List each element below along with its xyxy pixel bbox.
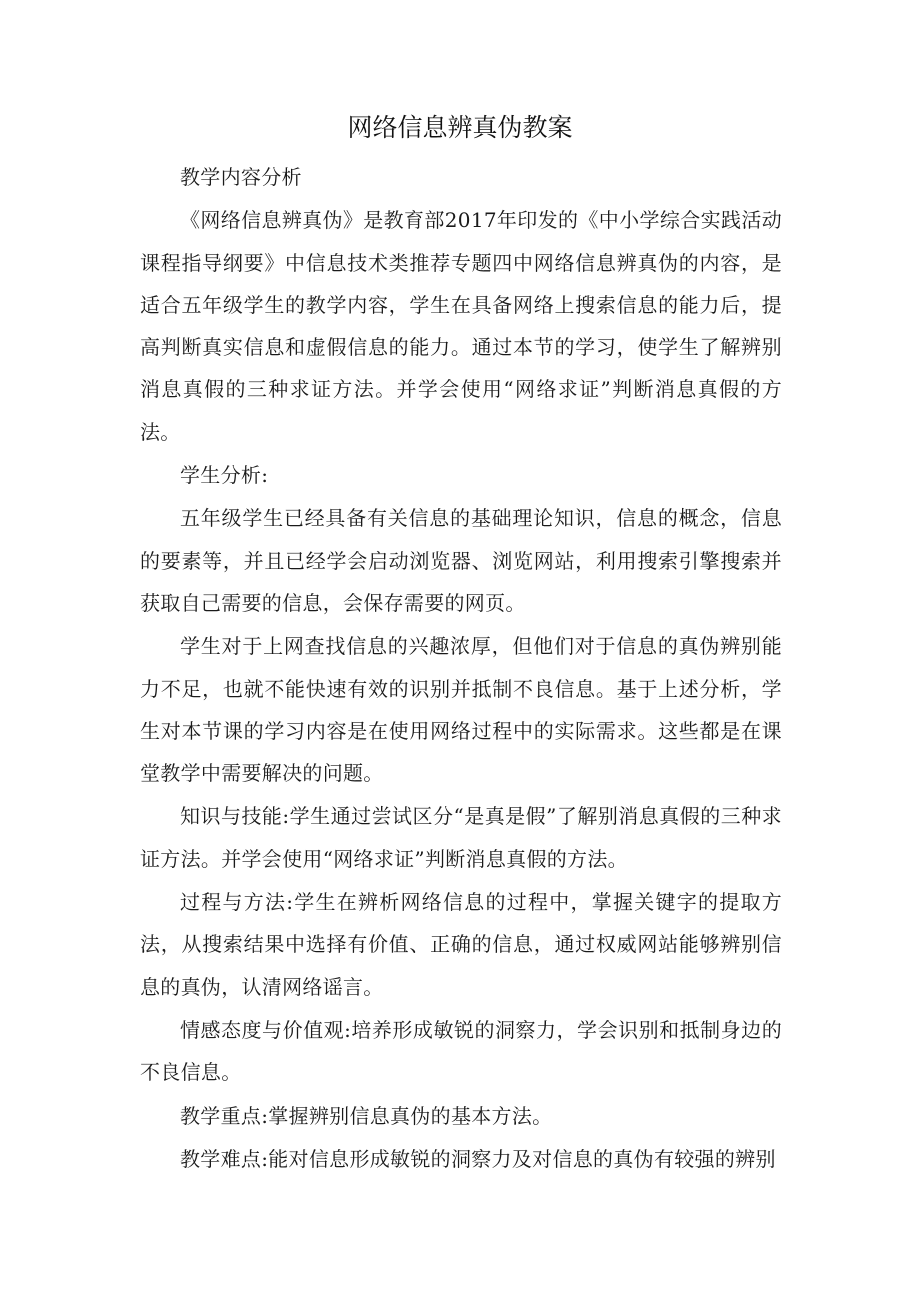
paragraph-knowledge-skills: 知识与技能:学生通过尝试区分“是真是假”了解别消息真假的三种求证方法。并学会使用“网络求证”判断消息真假的方法。 [140,804,782,871]
paragraph-process-methods: 过程与方法:学生在辨析网络信息的过程中，掌握关键字的提取方法，从搜索结果中选择有价值、正确的信息，通过权威网站能够辨别信息的真伪，认清网络谣言。 [140,890,782,999]
section-heading-student-analysis: 学生分析: [180,463,269,488]
paragraph-emotion-values: 情感态度与价值观:培养形成敏锐的洞察力，学会识别和抵制身边的不良信息。 [140,1017,782,1085]
paragraph-student-knowledge: 五年级学生已经具备有关信息的基础理论知识，信息的概念，信息的要素等，并且已经学会启动浏览器、浏览网站，利用搜索引擎搜索并获取自己需要的信息，会保存需要的网页。 [140,506,782,615]
paragraph-teaching-focus: 教学重点:掌握辨别信息真伪的基本方法。 [180,1103,553,1128]
paragraph-content-analysis: 《网络信息辨真伪》是教育部2017年印发的《中小学综合实践活动课程指导纲要》中信息技术类推荐专题四中网络信息辨真伪的内容，是适合五年级学生的教学内容，学生在具备网络上搜索信息的能力后，提高判断真实信息和虚假信息的能力。通过本节的学习，使学生了解辨别消息真假的三种求证方法。并学会使用“网络求证”判断消息真假的方法。 [140,208,782,444]
document-body [140,156,782,1181]
paragraph-student-interest: 学生对于上网查找信息的兴趣浓厚，但他们对于信息的真伪辨别能力不足，也就不能快速有效的识别并抵制不良信息。基于上述分析，学生对本节课的学习内容是在使用网络过程中的实际需求。这些都是在课堂教学中需要解决的问题。 [140,634,782,786]
section-heading-content-analysis: 教学内容分析 [180,165,302,189]
document-title: 网络信息辨真伪教案 [347,113,573,142]
paragraph-teaching-difficulty: 教学难点:能对信息形成敏锐的洞察力及对信息的真伪有较强的辨别 [180,1146,776,1171]
